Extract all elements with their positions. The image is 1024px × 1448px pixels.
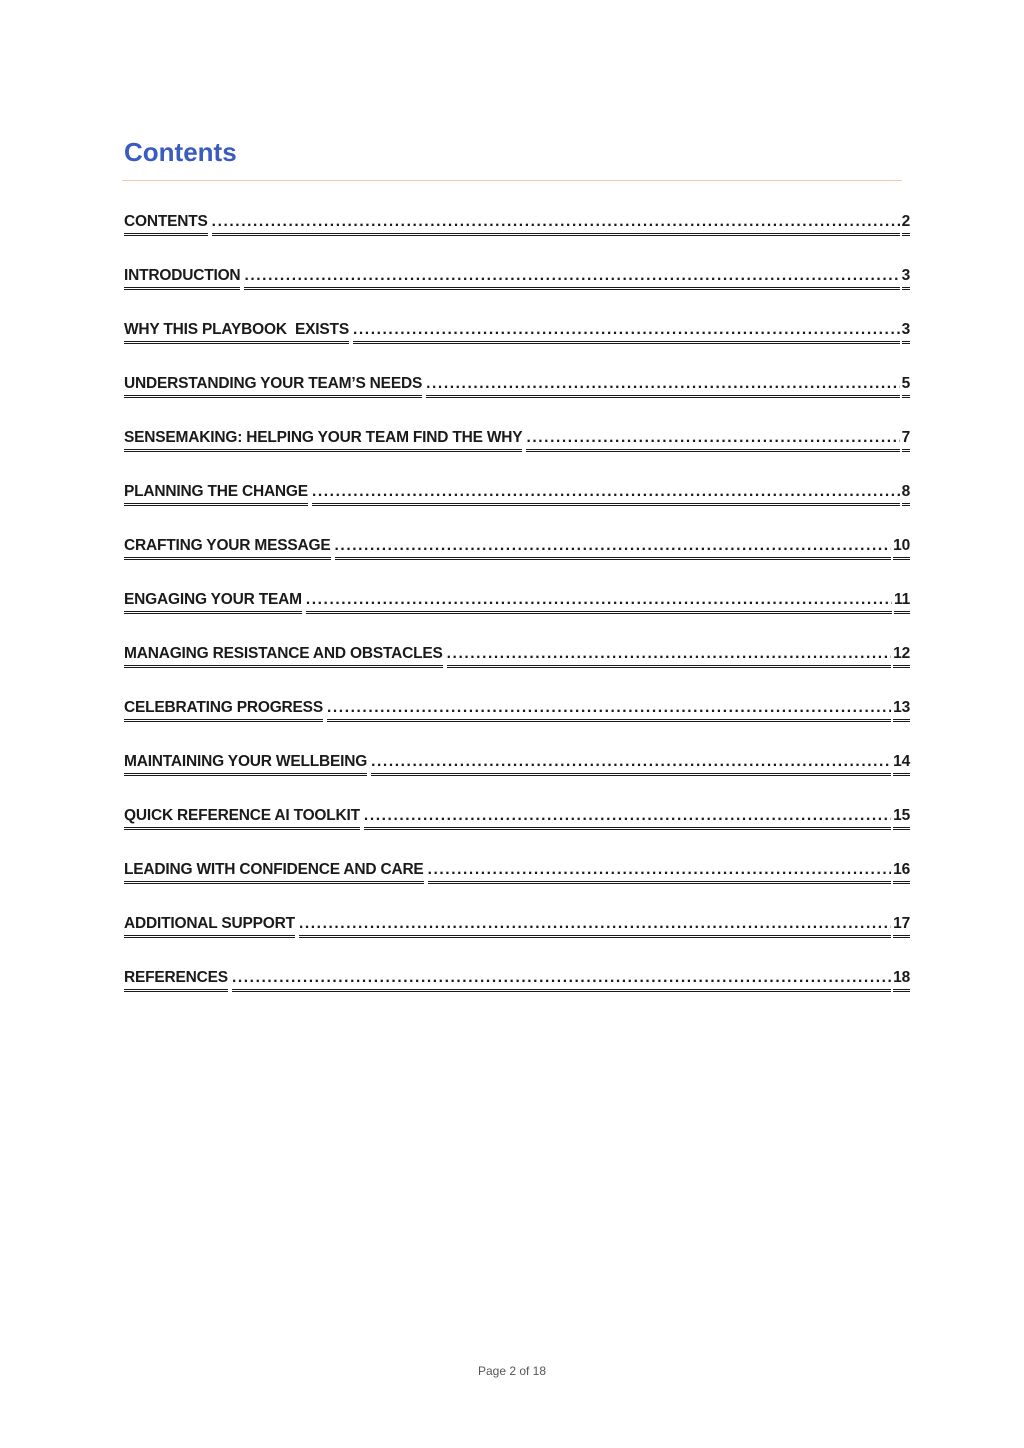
toc-dot-leader [299,914,891,938]
toc-entry-page: 8 [902,482,910,506]
toc-entry-label: WHY THIS PLAYBOOK EXISTS [124,320,349,344]
toc-entry-label: CELEBRATING PROGRESS [124,698,323,722]
toc-entry-label: SENSEMAKING: HELPING YOUR TEAM FIND THE WHY [124,428,522,452]
toc-entry-page: 3 [902,266,910,290]
toc-dot-leader [426,374,899,398]
toc-entry[interactable] [124,644,910,698]
toc-entry-label: PLANNING THE CHANGE [124,482,308,506]
toc-dot-leader [212,212,900,236]
toc-dot-leader [371,752,891,776]
toc-entry[interactable] [124,320,910,374]
page-title: Contents [124,137,237,167]
toc-dot-leader [327,698,891,722]
toc-entry-page: 5 [902,374,910,398]
toc-entry-label: LEADING WITH CONFIDENCE AND CARE [124,860,424,884]
title-divider [122,180,902,181]
toc-entry-label: INTRODUCTION [124,266,240,290]
toc-dot-leader [232,968,891,992]
toc-entry-page: 2 [902,212,910,236]
table-of-contents [124,212,910,1022]
toc-entry-page: 18 [893,968,910,992]
toc-entry[interactable] [124,266,910,320]
toc-entry[interactable] [124,428,910,482]
toc-entry[interactable] [124,482,910,536]
toc-entry[interactable] [124,752,910,806]
toc-dot-leader [244,266,899,290]
toc-dot-leader [428,860,892,884]
toc-entry-page: 14 [893,752,910,776]
toc-entry-label: CRAFTING YOUR MESSAGE [124,536,331,560]
toc-dot-leader [447,644,892,668]
toc-entry-page: 10 [893,536,910,560]
toc-entry[interactable] [124,914,910,968]
toc-dot-leader [526,428,899,452]
toc-entry-label: QUICK REFERENCE AI TOOLKIT [124,806,360,830]
toc-dot-leader [364,806,891,830]
toc-dot-leader [312,482,900,506]
toc-entry-page: 12 [893,644,910,668]
toc-entry-page: 16 [893,860,910,884]
toc-dot-leader [353,320,900,344]
toc-dot-leader [306,590,892,614]
toc-entry-label: ENGAGING YOUR TEAM [124,590,302,614]
toc-dot-leader [335,536,892,560]
toc-entry[interactable] [124,374,910,428]
toc-entry[interactable] [124,698,910,752]
toc-entry[interactable] [124,968,910,1022]
toc-entry-page: 7 [902,428,910,452]
toc-entry-page: 3 [902,320,910,344]
toc-entry-label: CONTENTS [124,212,208,236]
toc-entry[interactable] [124,806,910,860]
toc-entry[interactable] [124,590,910,644]
toc-entry-page: 13 [893,698,910,722]
page-footer: Page 2 of 18 [477,1364,547,1378]
toc-entry-label: UNDERSTANDING YOUR TEAM’S NEEDS [124,374,422,398]
toc-entry[interactable] [124,536,910,590]
toc-entry-page: 15 [893,806,910,830]
toc-entry-page: 17 [893,914,910,938]
toc-entry-label: REFERENCES [124,968,228,992]
toc-entry-label: MAINTAINING YOUR WELLBEING [124,752,367,776]
toc-entry-label: MANAGING RESISTANCE AND OBSTACLES [124,644,443,668]
toc-entry[interactable] [124,860,910,914]
toc-entry-label: ADDITIONAL SUPPORT [124,914,295,938]
toc-entry[interactable] [124,212,910,266]
toc-entry-page: 11 [894,590,910,614]
